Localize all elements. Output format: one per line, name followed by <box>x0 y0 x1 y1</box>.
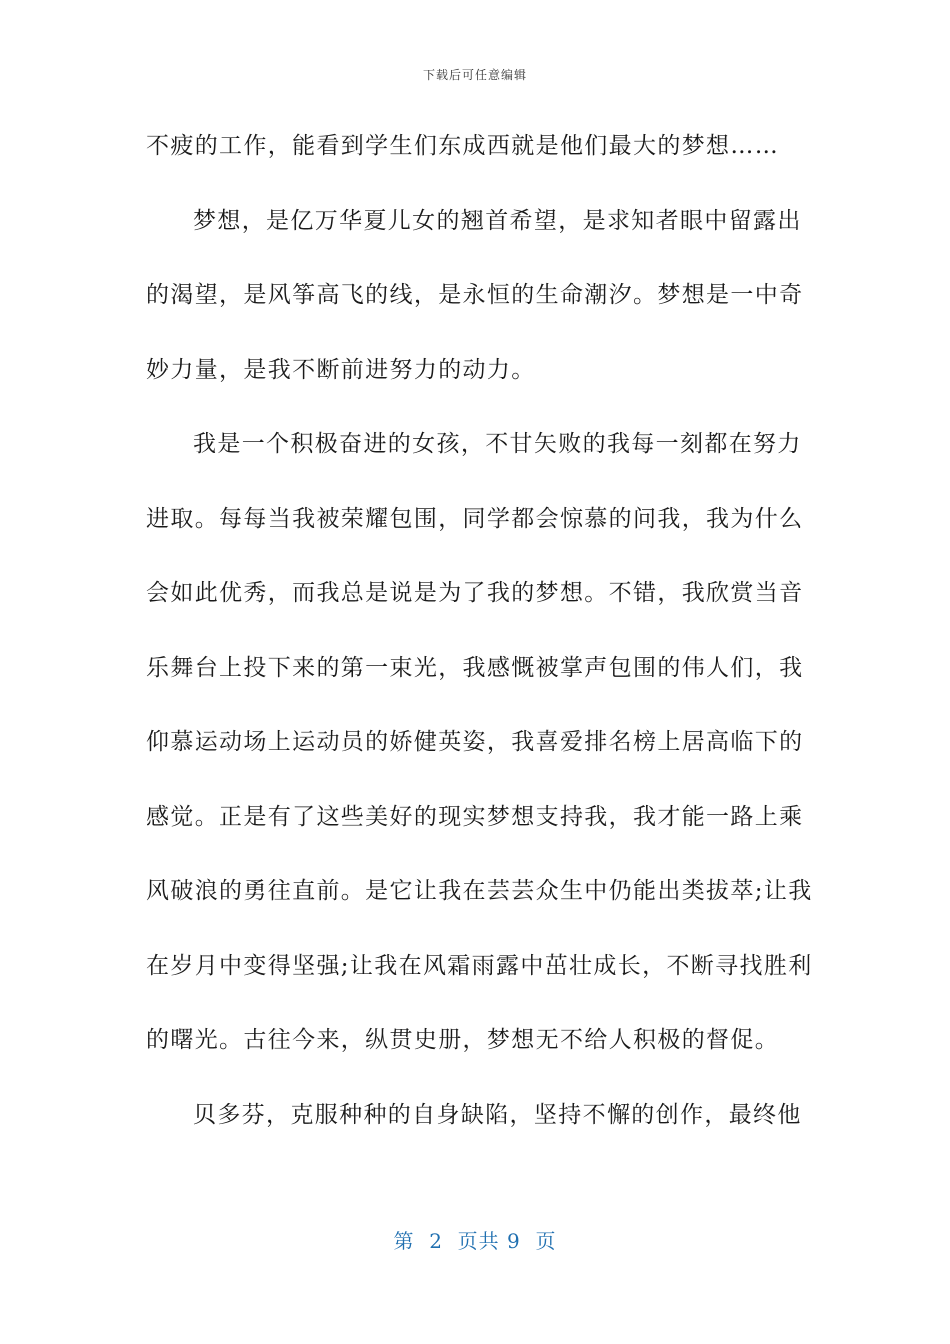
text-line-2: 梦想，是亿万华夏儿女的翘首希望，是求知者眼中留露出 <box>193 207 802 234</box>
text-line-9: 仰慕运动场上运动员的娇健英姿，我喜爱排名榜上居高临下的 <box>146 729 804 755</box>
text-line-3: 的渴望，是风筝高飞的线，是永恒的生命潮汐。梦想是一中奇 <box>146 282 804 308</box>
text-line-5: 我是一个积极奋进的女孩，不甘矢败的我每一刻都在努力 <box>193 431 802 457</box>
text-line-8: 乐舞台上投下来的第一束光，我感慨被掌声包围的伟人们，我 <box>146 654 804 681</box>
text-line-14: 贝多芬，克服种种的自身缺陷，坚持不懈的创作，最终他 <box>193 1101 802 1128</box>
text-line-10: 感觉。正是有了这些美好的现实梦想支持我，我才能一路上乘 <box>146 803 804 830</box>
text-line-4: 妙力量，是我不断前进努力的动力。 <box>146 356 536 383</box>
text-line-1: 不疲的工作，能看到学生们东成西就是他们最大的梦想…… <box>146 133 780 159</box>
page-number: 第 2 页共 9 页 <box>393 1229 557 1253</box>
text-line-11: 风破浪的勇往直前。是它让我在芸芸众生中仍能出类拔萃;让我 <box>146 878 813 904</box>
text-line-13: 的曙光。古往今来，纵贯史册，梦想无不给人积极的督促。 <box>146 1027 780 1053</box>
text-line-7: 会如此优秀，而我总是说是为了我的梦想。不错，我欣赏当音 <box>146 580 804 606</box>
text-line-6: 进取。每每当我被荣耀包围，同学都会惊慕的问我，我为什么 <box>146 505 804 532</box>
header-note: 下载后可任意编辑 <box>422 68 527 82</box>
text-line-12: 在岁月中变得坚强;让我在风霜雨露中茁壮成长，不断寻找胜利 <box>146 952 813 979</box>
document-body <box>146 124 813 1167</box>
